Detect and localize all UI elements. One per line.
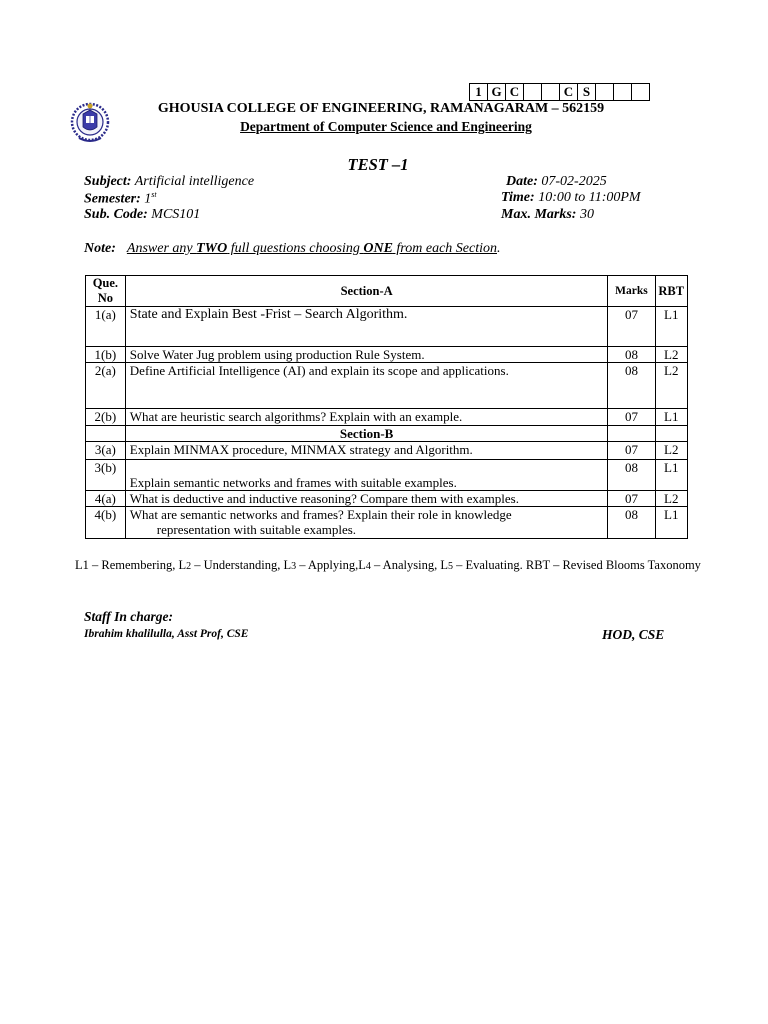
- section-spacer: [608, 426, 655, 442]
- table-row: [86, 409, 688, 426]
- question-number: 4(a): [86, 491, 126, 507]
- maxmarks-value: 30: [579, 207, 594, 222]
- note-period: .: [497, 241, 501, 256]
- question-table: [85, 275, 688, 539]
- question-number: 3(a): [86, 442, 126, 460]
- legend-text: – Evaluating. RBT – Revised Blooms Taxonomy: [452, 558, 701, 572]
- header-que-label: Que.: [92, 276, 119, 290]
- header-marks: Marks: [608, 276, 655, 307]
- header-rbt: RBT: [655, 276, 687, 307]
- subcode-line: [84, 207, 200, 223]
- question-text-content: What are semantic networks and frames? Explain their role in knowledge: [129, 507, 512, 522]
- legend-text: – Understanding, L: [191, 558, 292, 572]
- section-row: [86, 426, 688, 442]
- question-marks: 07: [608, 491, 655, 507]
- question-rbt: L2: [655, 363, 687, 409]
- legend-text: – Analysing, L: [370, 558, 448, 572]
- date-value: 07-02-2025: [541, 174, 607, 189]
- time-value: 10:00 to 11:00PM: [538, 190, 641, 205]
- question-marks: 08: [608, 507, 655, 539]
- question-rbt: L1: [655, 460, 687, 491]
- question-number: 4(b): [86, 507, 126, 539]
- semester-label: Semester:: [84, 191, 141, 207]
- usn-box: [469, 83, 650, 101]
- note-text: [127, 241, 497, 256]
- question-text: Solve Water Jug problem using production Rule System.: [125, 347, 608, 363]
- date-line: [506, 174, 607, 190]
- question-number: 2(b): [86, 409, 126, 426]
- note-label: Note:: [84, 241, 116, 256]
- college-name: GHOUSIA COLLEGE OF ENGINEERING, RAMANAGARAM – 562159: [157, 101, 605, 116]
- semester-sup: st: [151, 190, 157, 199]
- legend-level-number: 5: [447, 561, 453, 572]
- legend-level-number: 4: [365, 561, 371, 572]
- date-label: Date:: [506, 174, 538, 189]
- usn-cell: G: [488, 84, 506, 101]
- note-text-part: from each Section: [392, 241, 497, 256]
- table-row: [86, 307, 688, 347]
- table-header-row: [86, 276, 688, 307]
- question-text: What are heuristic search algorithms? Explain with an example.: [125, 409, 608, 426]
- question-text: Define Artificial Intelligence (AI) and explain its scope and applications.: [125, 363, 608, 409]
- question-rbt: L2: [655, 347, 687, 363]
- question-text: [125, 460, 608, 491]
- note: [84, 241, 501, 257]
- question-marks: 08: [608, 460, 655, 491]
- time-line: [501, 190, 641, 206]
- usn-cell: [596, 84, 614, 101]
- question-text: State and Explain Best -Frist – Search Algorithm.: [125, 307, 608, 347]
- subcode-value: MCS101: [151, 207, 201, 222]
- legend-level-number: 2: [186, 561, 192, 572]
- question-marks: 07: [608, 409, 655, 426]
- question-number: 1(a): [86, 307, 126, 347]
- maxmarks-line: [501, 207, 594, 223]
- question-rbt: L2: [655, 491, 687, 507]
- staff-in-charge-label: Staff In charge:: [84, 609, 174, 624]
- staff-name: Ibrahim khalilulla, Asst Prof, CSE: [84, 628, 249, 640]
- note-emphasis: TWO: [196, 241, 228, 256]
- header-section-a: Section-A: [125, 276, 608, 307]
- note-text-part: full questions choosing: [227, 241, 364, 256]
- question-rbt: L1: [655, 507, 687, 539]
- subject-label: Subject:: [84, 174, 132, 189]
- test-title: TEST –1: [347, 155, 409, 174]
- semester-value: 1: [144, 191, 152, 207]
- question-number: 1(b): [86, 347, 126, 363]
- header-que-no: [86, 276, 126, 307]
- rbt-legend: [75, 558, 701, 573]
- legend-text: L1 – Remembering, L: [75, 558, 187, 572]
- legend-level-number: 3: [291, 561, 297, 572]
- hod-signature-label: HOD, CSE: [602, 627, 665, 642]
- note-emphasis: ONE: [363, 241, 393, 256]
- maxmarks-label: Max. Marks:: [501, 207, 577, 222]
- department-name: Department of Computer Science and Engineering: [240, 119, 532, 134]
- question-marks: 07: [608, 442, 655, 460]
- usn-cell: 1: [470, 84, 488, 101]
- time-label: Time:: [501, 190, 535, 205]
- table-row: [86, 347, 688, 363]
- question-rbt: L1: [655, 307, 687, 347]
- subject-line: [84, 174, 254, 190]
- usn-cell: [632, 84, 650, 101]
- table-row: [86, 442, 688, 460]
- semester-line: [84, 190, 157, 208]
- usn-cell: [614, 84, 632, 101]
- table-row: [86, 491, 688, 507]
- question-rbt: L2: [655, 442, 687, 460]
- question-text-continuation: representation with suitable examples.: [156, 522, 357, 537]
- usn-cell: C: [560, 84, 578, 101]
- question-marks: 08: [608, 363, 655, 409]
- usn-cell: S: [578, 84, 596, 101]
- legend-text: – Applying,L: [296, 558, 366, 572]
- question-number: 2(a): [86, 363, 126, 409]
- section-spacer: [86, 426, 126, 442]
- subcode-label: Sub. Code:: [84, 207, 148, 222]
- table-row: [86, 460, 688, 491]
- question-text: Explain MINMAX procedure, MINMAX strategy and Algorithm.: [125, 442, 608, 460]
- question-marks: 08: [608, 347, 655, 363]
- subject-value: Artificial intelligence: [134, 174, 255, 189]
- section-b-heading: Section-B: [125, 426, 608, 442]
- question-number: 3(b): [86, 460, 126, 491]
- usn-cell: [524, 84, 542, 101]
- usn-cell: C: [506, 84, 524, 101]
- question-text: What is deductive and inductive reasoning? Compare them with examples.: [125, 491, 608, 507]
- note-text-part: Answer any: [126, 241, 197, 256]
- section-spacer: [655, 426, 687, 442]
- question-text: [125, 507, 608, 539]
- question-rbt: L1: [655, 409, 687, 426]
- question-text-content: Explain semantic networks and frames with suitable examples.: [129, 475, 457, 490]
- question-marks: 07: [608, 307, 655, 347]
- table-row: [86, 507, 688, 539]
- header-no-label: No: [97, 291, 114, 305]
- usn-cell: [542, 84, 560, 101]
- table-row: [86, 363, 688, 409]
